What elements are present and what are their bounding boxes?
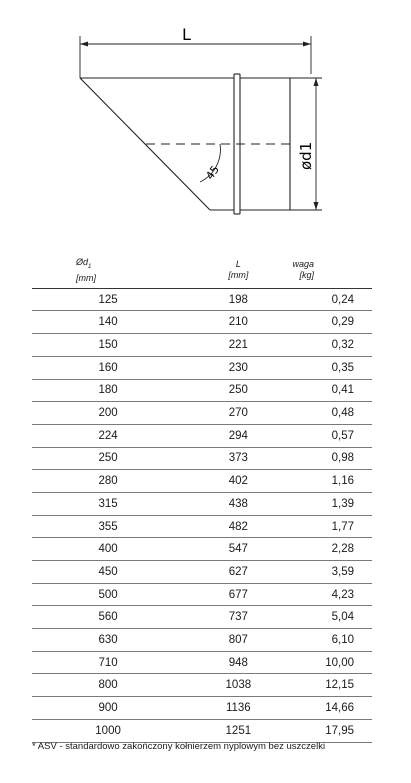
cell-length: 547	[184, 538, 292, 561]
cell-diameter: 125	[32, 288, 184, 311]
cell-diameter: 630	[32, 629, 184, 652]
header-length: L [mm]	[184, 255, 292, 288]
cell-diameter: 150	[32, 334, 184, 357]
cell-diameter: 710	[32, 651, 184, 674]
cell-weight: 12,15	[292, 674, 372, 697]
cell-length: 230	[184, 356, 292, 379]
table-row	[32, 402, 372, 425]
dimensions-table	[32, 255, 372, 743]
cell-length: 221	[184, 334, 292, 357]
cell-diameter: 224	[32, 424, 184, 447]
cell-diameter: 180	[32, 379, 184, 402]
cell-diameter: 355	[32, 515, 184, 538]
cell-length: 210	[184, 311, 292, 334]
cell-diameter: 280	[32, 470, 184, 493]
table-row	[32, 447, 372, 470]
cell-length: 677	[184, 583, 292, 606]
dim-d1-arrow-top	[314, 78, 319, 86]
table-row	[32, 311, 372, 334]
cell-weight: 1,16	[292, 470, 372, 493]
cell-length: 294	[184, 424, 292, 447]
cell-length: 270	[184, 402, 292, 425]
table-row	[32, 515, 372, 538]
cell-weight: 1,77	[292, 515, 372, 538]
cell-diameter: 500	[32, 583, 184, 606]
cell-weight: 10,00	[292, 651, 372, 674]
dim-l-arrow-left	[80, 42, 88, 47]
cell-diameter: 250	[32, 447, 184, 470]
table-row	[32, 583, 372, 606]
dim-d1-arrow-bottom	[314, 202, 319, 210]
table-row	[32, 470, 372, 493]
cell-length: 402	[184, 470, 292, 493]
table-row	[32, 334, 372, 357]
angle-label: 45	[203, 163, 222, 183]
dim-l-label: L	[182, 25, 191, 44]
cell-weight: 0,98	[292, 447, 372, 470]
cell-weight: 0,48	[292, 402, 372, 425]
cell-diameter: 900	[32, 697, 184, 720]
cell-weight: 14,66	[292, 697, 372, 720]
cell-length: 737	[184, 606, 292, 629]
table-row	[32, 288, 372, 311]
cell-length: 807	[184, 629, 292, 652]
cell-weight: 0,24	[292, 288, 372, 311]
table-row	[32, 674, 372, 697]
cell-diameter: 450	[32, 561, 184, 584]
cell-weight: 4,23	[292, 583, 372, 606]
cell-length: 1251	[184, 719, 292, 742]
dim-l-arrow-right	[303, 42, 311, 47]
cell-weight: 0,35	[292, 356, 372, 379]
cell-diameter: 315	[32, 492, 184, 515]
cell-length: 1136	[184, 697, 292, 720]
cell-weight: 0,29	[292, 311, 372, 334]
table-row	[32, 697, 372, 720]
cell-length: 373	[184, 447, 292, 470]
cell-length: 198	[184, 288, 292, 311]
cell-weight: 17,95	[292, 719, 372, 742]
cell-weight: 2,28	[292, 538, 372, 561]
cell-diameter: 800	[32, 674, 184, 697]
cell-weight: 3,59	[292, 561, 372, 584]
cell-diameter: 200	[32, 402, 184, 425]
cell-length: 438	[184, 492, 292, 515]
table-row	[32, 379, 372, 402]
footnote: * ASV - standardowo zakończony kołnierzem nyplowym bez uszczelki	[32, 741, 326, 752]
cell-diameter: 160	[32, 356, 184, 379]
table-row	[32, 492, 372, 515]
cell-weight: 0,41	[292, 379, 372, 402]
cell-length: 1038	[184, 674, 292, 697]
table-row	[32, 561, 372, 584]
cell-weight: 6,10	[292, 629, 372, 652]
cell-weight: 0,57	[292, 424, 372, 447]
cell-diameter: 140	[32, 311, 184, 334]
cell-length: 482	[184, 515, 292, 538]
table-row	[32, 538, 372, 561]
cell-length: 948	[184, 651, 292, 674]
cell-diameter: 400	[32, 538, 184, 561]
technical-drawing	[0, 0, 411, 240]
table-row	[32, 424, 372, 447]
cell-diameter: 1000	[32, 719, 184, 742]
header-diameter: $Ød_1$ [mm]	[32, 255, 184, 288]
elbow-diagram	[0, 0, 411, 240]
cell-weight: 5,04	[292, 606, 372, 629]
table-row	[32, 356, 372, 379]
dim-d1-label: ød1	[297, 141, 315, 170]
table-row	[32, 629, 372, 652]
header-weight: waga [kg]	[292, 255, 372, 288]
cell-diameter: 560	[32, 606, 184, 629]
cell-length: 627	[184, 561, 292, 584]
table-row	[32, 719, 372, 742]
cell-length: 250	[184, 379, 292, 402]
cell-weight: 1,39	[292, 492, 372, 515]
table-header-row	[32, 255, 372, 288]
table-row	[32, 606, 372, 629]
table-body	[32, 288, 372, 742]
cell-weight: 0,32	[292, 334, 372, 357]
table-row	[32, 651, 372, 674]
